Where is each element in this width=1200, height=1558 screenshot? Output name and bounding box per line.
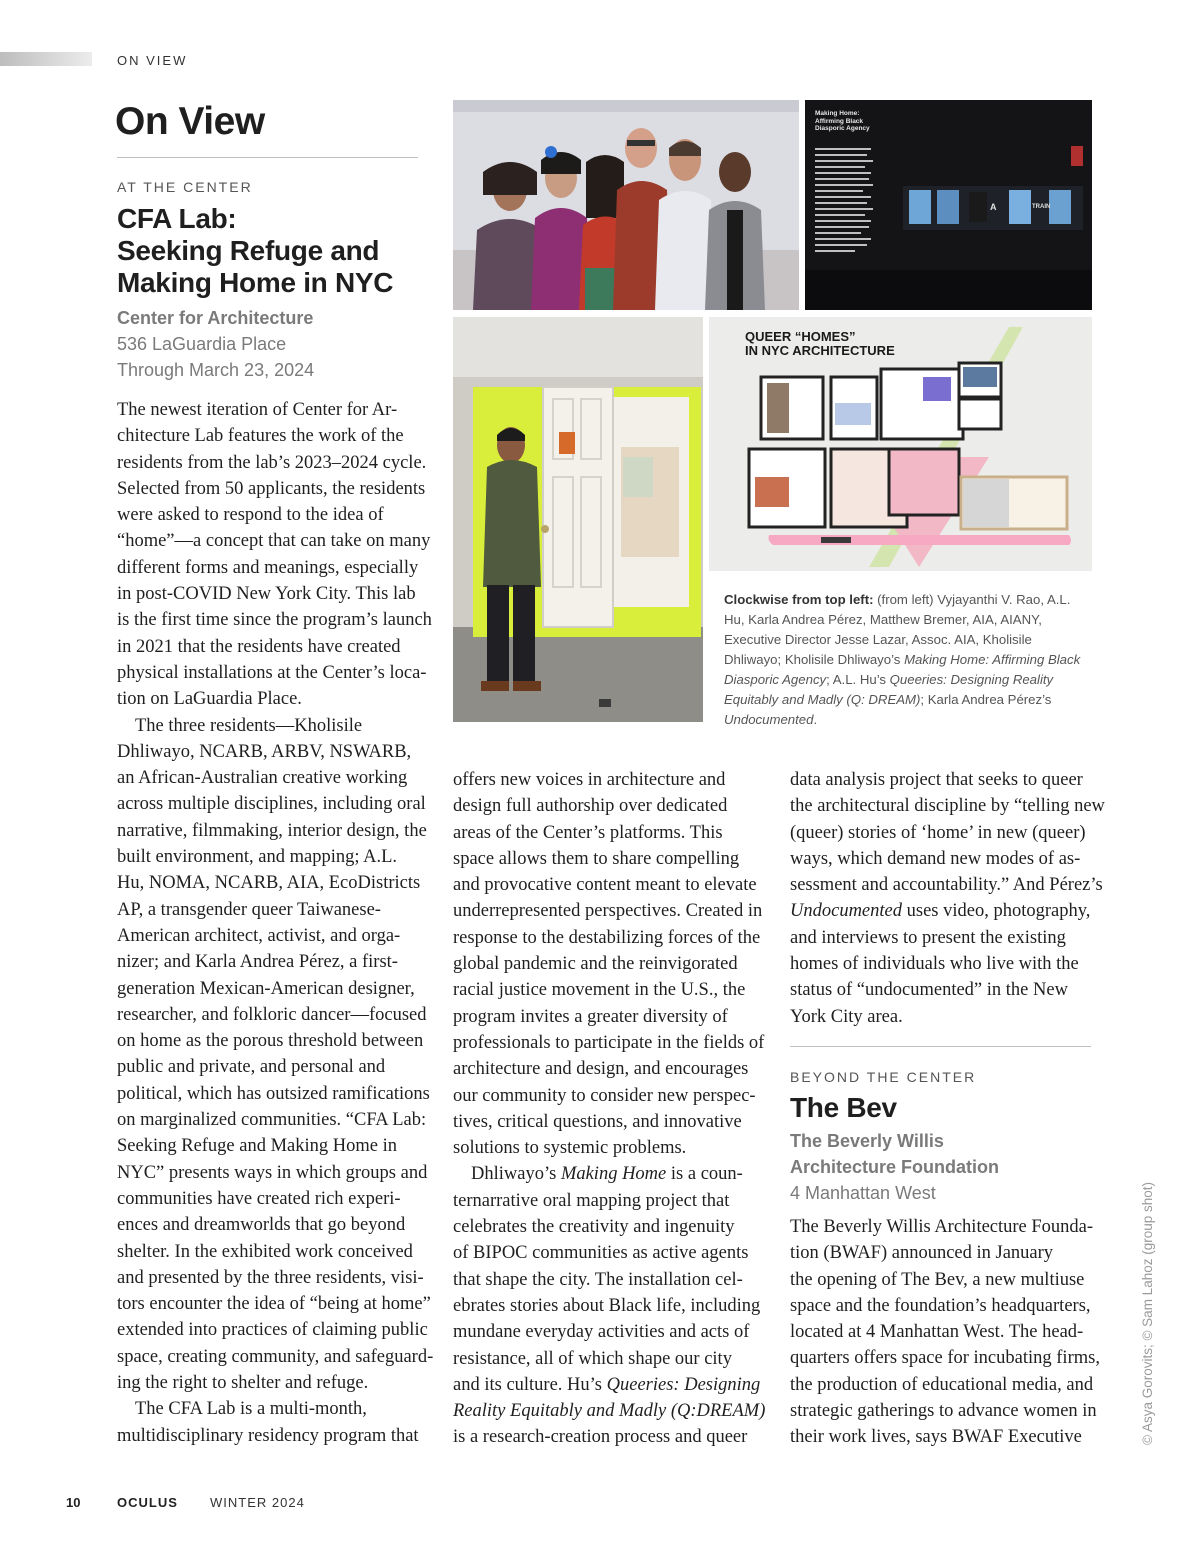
section-bar [0, 52, 92, 66]
door-image [453, 317, 703, 722]
body-line: Seeking Refuge and Making Home in [117, 1136, 398, 1157]
headline-line: Seeking Refuge and [117, 235, 380, 266]
body-line [453, 1398, 766, 1424]
headline-line: CFA Lab: [117, 203, 237, 234]
photo-credit: © Asya Gorovits; © Sam Lahoz (group shot) [1140, 1181, 1155, 1445]
caption-text: . [813, 712, 818, 727]
article2-body [790, 1214, 1100, 1451]
section-divider [790, 1046, 1091, 1047]
article1-column-1 [117, 397, 437, 1449]
body-line: resistance, all of which shape our city [453, 1348, 732, 1369]
text-run: uses video, photography, [902, 901, 1091, 922]
body-line: celebrates the creativity and ingenuity [453, 1217, 735, 1238]
body-line: underrepresented perspectives. Created in [453, 901, 763, 922]
body-line: The CFA Lab is a multi-month, [135, 1399, 367, 1420]
body-line: of BIPOC communities as active agents [453, 1243, 749, 1264]
caption-title: Making Home: Affirming Black Diasporic Agency [724, 652, 1081, 687]
poster-title-line: QUEER “HOMES” [745, 329, 856, 344]
body-line: across multiple disciplines, including oral [117, 794, 426, 815]
wall-title-line: Making Home: [815, 110, 860, 117]
body-line: in post-COVID New York City. This lab [117, 584, 416, 605]
body-line: and interviews to present the existing [790, 927, 1066, 948]
text-run: is a coun- [666, 1164, 743, 1185]
body-line: communities have created rich experi- [117, 1188, 401, 1209]
article2-venue [790, 1128, 1100, 1206]
article1-headline [117, 203, 437, 299]
body-line: the architectural discipline by “telling new [790, 796, 1105, 817]
body-line: offers new voices in architecture and [453, 770, 726, 790]
group-shot-image [453, 100, 799, 310]
caption-title: Queeries: Designing Reality Equitably and Madly (Q: DREAM) [724, 672, 1054, 707]
article1-venue [117, 305, 437, 383]
text-run: and its culture. Hu’s [453, 1374, 607, 1395]
installation-wall-title [815, 110, 870, 133]
wall-title-line: Affirming Black [815, 117, 864, 125]
venue-address: 536 LaGuardia Place [117, 334, 287, 354]
body-line: residents from the lab’s 2023–2024 cycle. [117, 452, 427, 473]
body-line: solutions to systemic problems. [453, 1138, 687, 1159]
section-label: ON VIEW [117, 53, 188, 68]
venue-dates: Through March 23, 2024 [117, 360, 315, 380]
body-line [453, 1372, 763, 1398]
body-line: ternarrative oral mapping project that [453, 1190, 730, 1211]
poster-title-line: IN NYC ARCHITECTURE [745, 343, 895, 358]
body-line: ebrates stories about Black life, including [453, 1295, 761, 1316]
train-label-a: A [990, 202, 997, 212]
body-line: is the first time since the program’s launch [117, 610, 432, 631]
body-line: in 2021 that the residents have created [117, 636, 401, 657]
body-line: Dhliwayo, NCARB, ARBV, NSWARB, [117, 741, 412, 762]
photo-undocumented-installation [453, 317, 703, 722]
venue-name: The Beverly Willis [790, 1131, 944, 1151]
body-line [790, 898, 1100, 924]
body-line: sessment and accountability.” And Pérez’s [790, 875, 1103, 896]
body-line: were asked to respond to the idea of [117, 505, 384, 526]
body-line: status of “undocumented” in the New [790, 980, 1068, 1001]
body-line: on marginalized communities. “CFA Lab: [117, 1110, 427, 1131]
body-line: and presented by the three residents, visi- [117, 1267, 424, 1288]
article2-kicker: BEYOND THE CENTER [790, 1069, 977, 1085]
body-line: and provocative content meant to elevate [453, 875, 757, 896]
body-line: public and private, and personal and [117, 1057, 386, 1078]
body-line: tion (BWAF) announced in January [790, 1243, 1054, 1264]
body-line: program invites a greater diversity of [453, 1006, 728, 1027]
poster-title [745, 330, 895, 358]
body-line: homes of individuals who live with the [790, 954, 1079, 975]
body-line: the production of educational media, and [790, 1374, 1094, 1395]
body-line: their work lives, says BWAF Executive [790, 1427, 1082, 1448]
body-line: the opening of The Bev, a new multiuse [790, 1269, 1085, 1290]
article2-headline: The Bev [790, 1092, 897, 1123]
body-line: researcher, and folkloric dancer—focused [117, 1004, 427, 1025]
body-line: (queer) stories of ‘home’ in new (queer) [790, 822, 1086, 843]
venue-name: Center for Architecture [117, 308, 314, 328]
body-line: strategic gatherings to advance women in [790, 1401, 1097, 1422]
page-title: On View [115, 100, 265, 143]
body-line: racial justice movement in the U.S., the [453, 980, 746, 1001]
body-line: multidisciplinary residency program that [117, 1425, 419, 1446]
body-line: architecture and design, and encourages [453, 1059, 749, 1080]
caption-text: ; Karla Andrea Pérez’s [920, 692, 1052, 707]
body-line: on home as the porous threshold between [117, 1031, 424, 1052]
body-line: physical installations at the Center’s loca- [117, 662, 427, 683]
body-line: extended into practices of claiming public [117, 1320, 428, 1341]
text-run: Dhliwayo’s [471, 1164, 561, 1185]
body-line: that shape the city. The installation cel- [453, 1269, 743, 1290]
body-line: tors encounter the idea of “being at home” [117, 1294, 431, 1315]
work-title: Making Home [560, 1164, 667, 1185]
venue-name: Architecture Foundation [790, 1157, 1000, 1177]
body-line: data analysis project that seeks to queer [790, 770, 1083, 790]
issue-label: WINTER 2024 [210, 1495, 305, 1510]
body-line: tives, critical questions, and innovative [453, 1111, 742, 1132]
photo-queer-homes-exhibit [709, 317, 1092, 571]
body-line: narrative, filmmaking, interior design, the [117, 820, 427, 841]
article1-column-2 [453, 767, 766, 1451]
work-title: Undocumented [790, 901, 902, 922]
body-line: American architect, activist, and orga- [117, 925, 401, 946]
photo-making-home-installation [805, 100, 1092, 310]
wall-title-line: Diasporic Agency [815, 125, 870, 132]
photo-group-shot [453, 100, 799, 310]
headline-line: Making Home in NYC [117, 267, 394, 298]
photo-caption [724, 590, 1084, 730]
body-line: York City area. [790, 1006, 903, 1027]
body-line: quarters offers space for incubating firms, [790, 1348, 1100, 1369]
body-line [453, 1161, 763, 1187]
body-line: nizer; and Karla Andrea Pérez, a first- [117, 952, 398, 973]
body-line: ways, which demand new modes of as- [790, 848, 1081, 869]
body-line: The Beverly Willis Architecture Founda- [790, 1217, 1094, 1237]
body-line: tion on LaGuardia Place. [117, 689, 302, 710]
body-line: different forms and meanings, especially [117, 557, 419, 578]
body-line: generation Mexican-American designer, [117, 978, 415, 999]
body-line: an African-Australian creative working [117, 768, 408, 789]
article1-kicker: AT THE CENTER [117, 179, 253, 195]
body-line: built environment, and mapping; A.L. [117, 847, 398, 868]
body-line: is a research-creation process and queer [453, 1427, 748, 1448]
caption-title: Undocumented [724, 712, 814, 727]
body-line: mundane everyday activities and acts of [453, 1322, 750, 1343]
body-line: “home”—a concept that can take on many [117, 531, 431, 552]
body-line: NYC” presents ways in which groups and [117, 1162, 428, 1183]
caption-text: ; A.L. Hu’s [826, 672, 890, 687]
train-label: TRAIN [1032, 204, 1051, 210]
body-line: political, which has outsized ramifications [117, 1083, 430, 1104]
body-line: areas of the Center’s platforms. This [453, 822, 723, 843]
body-line: ences and dreamworlds that go beyond [117, 1215, 406, 1236]
body-line: space, creating community, and safeguard- [117, 1346, 434, 1367]
body-line: global pandemic and the reinvigorated [453, 954, 738, 975]
body-line: professionals to participate in the fields of [453, 1032, 765, 1053]
body-line: space and the foundation’s headquarters, [790, 1295, 1091, 1316]
venue-address: 4 Manhattan West [790, 1183, 936, 1203]
caption-lead: Clockwise from top left: [724, 592, 874, 607]
body-line: ing the right to shelter and refuge. [117, 1372, 369, 1393]
work-title: Reality Equitably and Madly (Q:DREAM) [453, 1401, 766, 1422]
body-line: The three residents—Kholisile [135, 715, 363, 736]
caption-text: (from left) Vyjayanthi V. Rao, A.L. Hu, Karla Andrea Pérez, Matthew Bremer, AIA, AIANY, Executive Director Jesse Lazar, Assoc. AIA, Kholisile Dhliwayo; Kholisile Dhliwayo’s [724, 592, 1071, 667]
body-line: Hu, NOMA, NCARB, AIA, EcoDistricts [117, 873, 421, 894]
article1-column-3 [790, 767, 1105, 1030]
body-line: Selected from 50 applicants, the residents [117, 478, 426, 499]
body-line: The newest iteration of Center for Ar- [117, 400, 398, 420]
page-number: 10 [66, 1495, 81, 1510]
magazine-name: OCULUS [117, 1495, 178, 1510]
body-line: our community to consider new perspec- [453, 1085, 756, 1106]
work-title: Queeries: Designing [606, 1374, 761, 1395]
body-line: located at 4 Manhattan West. The head- [790, 1322, 1084, 1343]
title-divider [117, 157, 418, 158]
body-line: response to the destabilizing forces of the [453, 927, 761, 948]
body-line: space allows them to share compelling [453, 848, 740, 869]
body-line: AP, a transgender queer Taiwanese- [117, 899, 381, 920]
body-line: design full authorship over dedicated [453, 796, 728, 817]
body-line: chitecture Lab features the work of the [117, 426, 404, 447]
body-line: shelter. In the exhibited work conceived [117, 1241, 413, 1262]
